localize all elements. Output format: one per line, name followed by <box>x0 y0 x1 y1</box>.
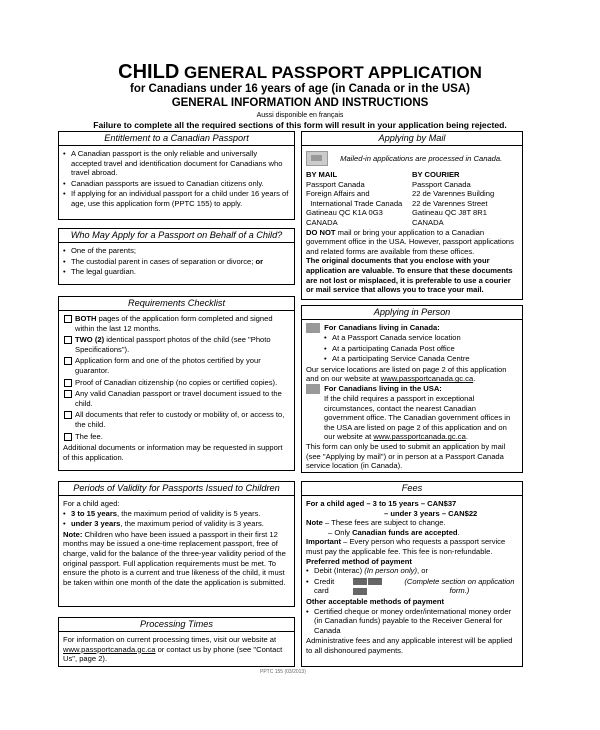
validity-intro: For a child aged: <box>63 499 120 508</box>
person-title: Applying in Person <box>302 306 522 320</box>
by-courier-address: BY COURIER Passport Canada 22 de Varennes Building 22 de Varennes Street Gatineau QC J8T 8R1 CANADA <box>412 170 495 227</box>
form-code: PPTC 155 (03/2013) <box>260 669 306 675</box>
checklist-item: Any valid Canadian passport or travel document issued to the child. <box>63 389 290 408</box>
other-heading: Other acceptable methods of payment <box>306 596 444 606</box>
checklist-item: All documents that refer to custody or mobility of, or access to, the child. <box>63 410 290 429</box>
warning-text: Failure to complete all the required sections of this form will result in your application being rejected. <box>93 120 507 130</box>
checklist-title: Requirements Checklist <box>59 297 294 311</box>
requirements-checklist-box <box>58 296 295 471</box>
envelope-icon <box>306 151 328 166</box>
validity-title: Periods of Validity for Passports Issued to Children <box>59 482 294 496</box>
website-link[interactable]: www.passportcanada.gc.ca <box>380 374 474 384</box>
website-link[interactable]: www.passportcanada.gc.ca <box>63 644 156 654</box>
credit-card-icon <box>353 578 367 585</box>
list-item: • At a Passport Canada service location <box>324 333 518 343</box>
checklist-note: Additional documents or information may be requested in support of this application. <box>63 443 283 462</box>
section-heading: GENERAL INFORMATION AND INSTRUCTIONS <box>171 97 429 109</box>
fees-box <box>301 481 523 667</box>
canada-text: Our service locations are listed on page 2 of this application and on our website at www.passportcanada.gc.ca. <box>306 364 507 384</box>
website-link[interactable]: www.passportcanada.gc.ca <box>373 432 466 442</box>
fees-title: Fees <box>302 482 522 496</box>
fee-important: Important – Every person who requests a passport service must pay the applicable fee. This fee is non-refundable. <box>306 537 506 556</box>
processing-text: For information on current processing times, visit our website at www.passportcanada.gc.ca or contact us by phone (see "Contact Us", page 2). <box>63 635 283 664</box>
list-item: • At a participating Canada Post office <box>324 344 518 354</box>
usa-text: If the child requires a passport in exceptional circumstances, contact the nearest Canadian government office. The Canadian government offices in the USA are listed on page 2 of this application and on our website at www.passportcanada.gc.ca. <box>324 393 511 442</box>
list-item: • The legal guardian. <box>63 267 290 277</box>
checklist-item: Application form and one of the photos certified by your guarantor. <box>63 356 290 375</box>
by-mail-address: BY MAIL Passport Canada Foreign Affairs and International Trade Canada Gatineau QC K1A 0G3 CANADA <box>306 170 403 227</box>
person-box <box>301 305 523 473</box>
checklist-item: TWO (2) identical passport photos of the child (see "Photo Specifications"). <box>63 335 290 354</box>
processing-box <box>58 617 295 667</box>
admin-fees: Administrative fees and any applicable interest will be applied to all dishonoured payments. <box>306 636 513 655</box>
list-item: • 3 to 15 years, the maximum period of validity is 5 years. <box>63 509 290 519</box>
usa-flag-icon <box>306 384 320 394</box>
who-may-apply-box <box>58 228 295 285</box>
checklist-item: Proof of Canadian citizenship (no copies or certified copies). <box>63 378 290 388</box>
form-title: CHILD GENERAL PASSPORT APPLICATION <box>118 61 482 83</box>
list-item: • The custodial parent in cases of separation or divorce; or <box>63 257 290 267</box>
mail-title: Applying by Mail <box>302 132 522 146</box>
form-subtitle: for Canadians under 16 years of age (in Canada or in the USA) <box>130 83 470 95</box>
list-item: • One of the parents; <box>63 246 290 256</box>
list-item: • Certified cheque or money order/international money order (in Canadian funds) payable to the Receiver General for Canada <box>306 607 518 636</box>
mail-addresses <box>306 170 518 228</box>
fee-line-1: For a child aged – 3 to 15 years – CAN$37 <box>306 499 457 508</box>
credit-option: • Credit card (Complete section on application form.) <box>306 577 518 596</box>
mail-box <box>301 131 523 300</box>
fee-note-2: – Only Canadian funds are accepted. <box>328 527 460 537</box>
usa-heading: For Canadians living in the USA: <box>306 384 518 394</box>
checklist-item: BOTH pages of the application form completed and signed within the last 12 months. <box>63 314 290 333</box>
list-item: • Canadian passports are issued to Canadian citizens only. <box>63 179 290 189</box>
who-may-apply-title: Who May Apply for a Passport on Behalf of a Child? <box>59 229 294 243</box>
list-item: • under 3 years, the maximum period of validity is 3 years. <box>63 519 290 529</box>
french-note: Aussi disponible en français <box>256 112 344 119</box>
entitlement-box <box>58 131 295 220</box>
preferred-heading: Preferred method of payment <box>306 556 412 566</box>
do-not-mail-note: DO NOT mail or bring your application to a Canadian government office in the USA. However, passport applications and related forms are available from these offices. <box>306 227 514 256</box>
credit-card-icon <box>353 588 367 595</box>
entitlement-title: Entitlement to a Canadian Passport <box>59 132 294 146</box>
fee-note: Note – These fees are subject to change. <box>306 518 446 528</box>
credit-card-logos <box>353 577 393 596</box>
list-item: • At a participating Service Canada Centre <box>324 354 518 364</box>
processing-title: Processing Times <box>59 618 294 632</box>
checklist-item: The fee. <box>63 432 290 442</box>
canada-flag-icon <box>306 323 320 333</box>
list-item: • If applying for an individual passport for a child under 16 years of age, use this application form (PPTC 155) to apply. <box>63 189 290 208</box>
mail-intro: Mailed-in applications are processed in Canada. <box>306 151 518 166</box>
canada-heading: For Canadians living in Canada: <box>306 323 518 333</box>
validity-note: Note: Children who have been issued a passport in their first 12 months may be issued a one-time replacement passport, free of charge, valid for the balance of the three-year validity period of the original passport. Full application requirements must be met. To ensure the photo is a current and true likeness of the child, it must be taken within one month of the date the application is submitted. <box>63 529 286 587</box>
person-closing: This form can only be used to submit an application by mail (see "Applying by mail") or in person at a Passport Canada service location (in Canada). <box>306 441 506 471</box>
credit-card-icon <box>368 578 382 585</box>
documents-warning: The original documents that you enclose with your application are valuable. To ensure that these documents are not lost or misplaced, it is preferable to use a courier or mail service that allows you to trace your mail. <box>306 256 513 295</box>
validity-box <box>58 481 295 607</box>
debit-option: • Debit (Interac) (In person only), or <box>306 566 518 576</box>
list-item: • A Canadian passport is the only reliable and universally accepted travel and identification document for Canadians who travel abroad. <box>63 149 290 178</box>
fee-line-2: – under 3 years – CAN$22 <box>384 508 478 518</box>
